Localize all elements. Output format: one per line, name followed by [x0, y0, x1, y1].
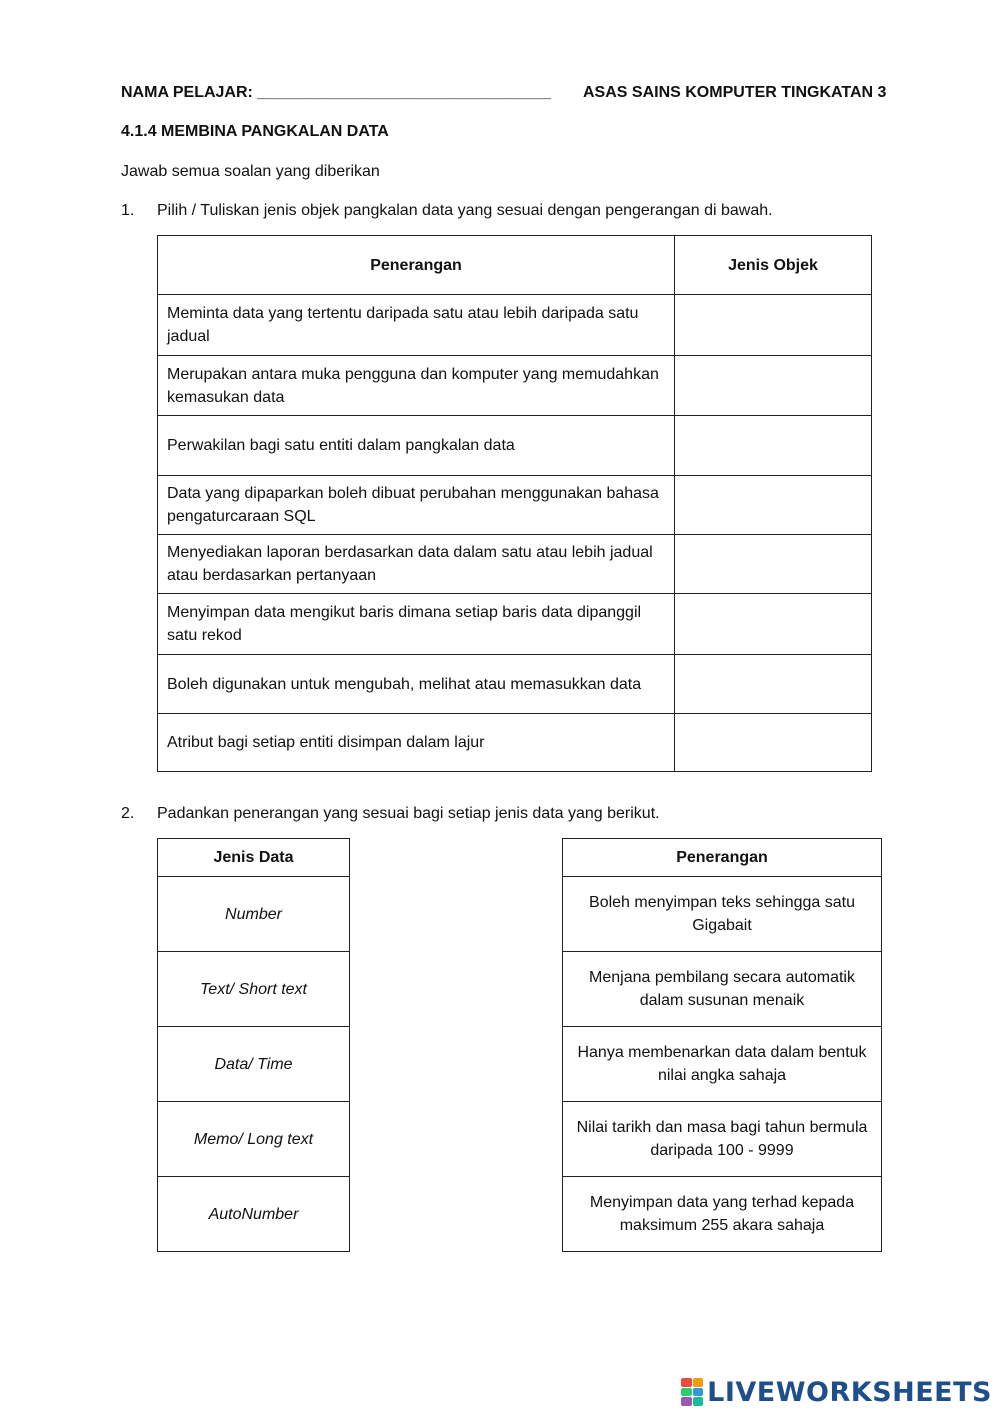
- logo-blocks-icon: [681, 1378, 703, 1406]
- answer-cell[interactable]: [675, 594, 872, 655]
- match-description-cell[interactable]: Menjana pembilang secara automatik dalam susunan menaik: [563, 952, 882, 1027]
- question-1-text: Pilih / Tuliskan jenis objek pangkalan data yang sesuai dengan pengerangan di bawah.: [157, 202, 773, 219]
- description-cell: Menyimpan data mengikut baris dimana setiap baris data dipanggil satu rekod: [158, 594, 675, 655]
- data-type-cell[interactable]: AutoNumber: [158, 1177, 350, 1252]
- answer-cell[interactable]: [675, 714, 872, 772]
- description-table: [562, 838, 882, 1252]
- data-type-cell[interactable]: Number: [158, 877, 350, 952]
- description-cell: Merupakan antara muka pengguna dan komputer yang memudahkan kemasukan data: [158, 356, 675, 416]
- liveworksheets-logo: [681, 1374, 992, 1410]
- header-jenis-data: Jenis Data: [158, 839, 350, 877]
- match-description-cell[interactable]: Menyimpan data yang terhad kepada maksimum 255 akara sahaja: [563, 1177, 882, 1252]
- answer-cell[interactable]: [675, 535, 872, 594]
- data-type-table: [157, 838, 350, 1252]
- match-description-cell[interactable]: Hanya membenarkan data dalam bentuk nilai angka sahaja: [563, 1027, 882, 1102]
- object-type-table: [157, 235, 872, 772]
- description-cell: Meminta data yang tertentu daripada satu atau lebih daripada satu jadual: [158, 295, 675, 356]
- header-penerangan: Penerangan: [158, 236, 675, 295]
- match-description-cell[interactable]: Nilai tarikh dan masa bagi tahun bermula daripada 100 - 9999: [563, 1102, 882, 1177]
- instruction-text: Jawab semua soalan yang diberikan: [121, 163, 380, 180]
- question-2-text: Padankan penerangan yang sesuai bagi setiap jenis data yang berikut.: [157, 805, 660, 822]
- answer-cell[interactable]: [675, 356, 872, 416]
- description-cell: Perwakilan bagi satu entiti dalam pangkalan data: [158, 416, 675, 476]
- answer-cell[interactable]: [675, 476, 872, 535]
- data-type-cell[interactable]: Data/ Time: [158, 1027, 350, 1102]
- header-jenis-objek: Jenis Objek: [675, 236, 872, 295]
- section-title: 4.1.4 MEMBINA PANGKALAN DATA: [121, 123, 389, 140]
- answer-cell[interactable]: [675, 655, 872, 714]
- data-type-cell[interactable]: Memo/ Long text: [158, 1102, 350, 1177]
- answer-cell[interactable]: [675, 416, 872, 476]
- description-cell: Atribut bagi setiap entiti disimpan dalam lajur: [158, 714, 675, 772]
- question-2-number: 2.: [121, 805, 135, 822]
- match-description-cell[interactable]: Boleh menyimpan teks sehingga satu Gigabait: [563, 877, 882, 952]
- data-type-cell[interactable]: Text/ Short text: [158, 952, 350, 1027]
- description-cell: Boleh digunakan untuk mengubah, melihat atau memasukkan data: [158, 655, 675, 714]
- student-name-label: NAMA PELAJAR: _________________________________: [121, 84, 551, 101]
- question-1-number: 1.: [121, 202, 135, 219]
- header-penerangan-2: Penerangan: [563, 839, 882, 877]
- answer-cell[interactable]: [675, 295, 872, 356]
- subject-title: ASAS SAINS KOMPUTER TINGKATAN 3: [583, 84, 887, 101]
- logo-text: LIVEWORKSHEETS: [707, 1376, 992, 1408]
- description-cell: Data yang dipaparkan boleh dibuat perubahan menggunakan bahasa pengaturcaraan SQL: [158, 476, 675, 535]
- description-cell: Menyediakan laporan berdasarkan data dalam satu atau lebih jadual atau berdasarkan pertanyaan: [158, 535, 675, 594]
